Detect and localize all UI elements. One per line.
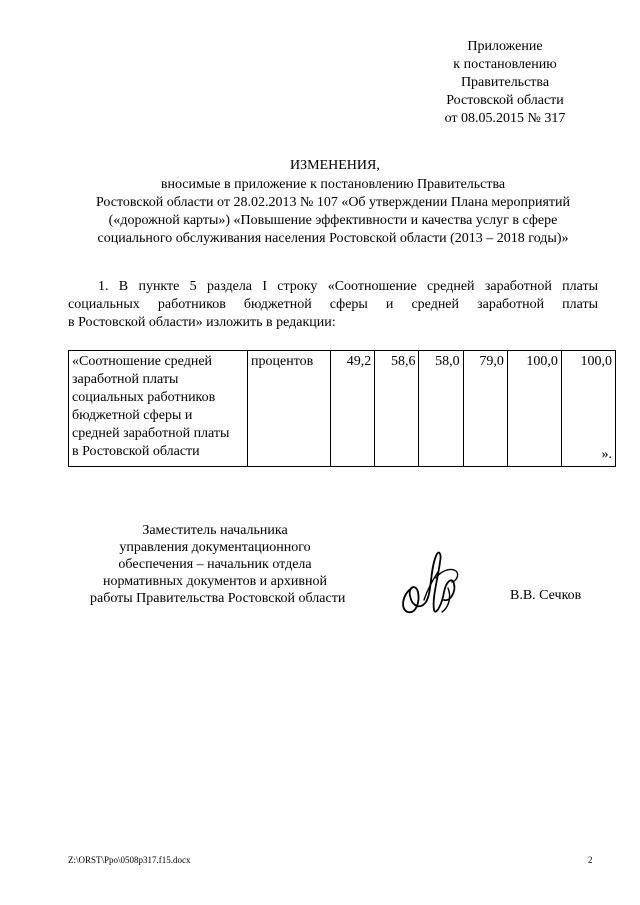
- subtitle-line: («дорожной карты») «Повышение эффективности и качества услуг в сфере: [108, 213, 558, 228]
- signer-name: В.В. Сечков: [510, 588, 582, 603]
- value-cell-2016: 79,0: [463, 351, 507, 467]
- page-number: 2: [588, 855, 593, 865]
- indicator-name-line: бюджетной сферы и: [72, 408, 193, 423]
- position-line: нормативных документов и архивной: [103, 574, 327, 589]
- document-title: ИЗМЕНЕНИЯ,: [290, 158, 380, 173]
- value-cell-2018: [561, 351, 615, 467]
- table-row: [69, 351, 616, 467]
- indicator-name-line: в Ростовской области: [72, 444, 200, 459]
- value-cell-2015: 58,0: [419, 351, 463, 467]
- position-line: управления документационного: [119, 540, 311, 555]
- value-cell-2017: 100,0: [507, 351, 561, 467]
- appendix-line: от 08.05.2015 № 317: [444, 111, 566, 126]
- position-line: работы Правительства Ростовской области: [90, 591, 346, 606]
- paragraph-line: социальных работников бюджетной сферы и средней заработной платы: [68, 297, 598, 312]
- appendix-line: Правительства: [460, 75, 550, 90]
- subtitle-line: социального обслуживания населения Ростовской области (2013 – 2018 годы)»: [97, 231, 569, 246]
- indicator-name-line: заработной платы: [72, 372, 179, 387]
- indicator-name-cell: [69, 351, 248, 467]
- value-2018: 100,0: [580, 354, 612, 369]
- subtitle-line: Ростовской области от 28.02.2013 № 107 «Об утверждении Плана мероприятий: [95, 195, 571, 210]
- indicator-name-line: «Соотношение средней: [72, 354, 213, 369]
- value-cell-2014: 58,6: [375, 351, 419, 467]
- appendix-line: Приложение: [467, 39, 543, 54]
- amendment-paragraph: [68, 278, 598, 332]
- amendment-table: [68, 350, 616, 467]
- indicator-name-line: средней заработной платы: [72, 426, 230, 441]
- position-line: обеспечения – начальник отдела: [118, 557, 312, 572]
- file-path: Z:\ORST\Ppo\0508p317.f15.docx: [68, 855, 191, 865]
- paragraph-line: в Ростовской области» изложить в редакции:: [68, 315, 336, 330]
- handwritten-signature: [398, 548, 468, 620]
- value-cell-2013: 49,2: [331, 351, 375, 467]
- paragraph-line: 1. В пункте 5 раздела I строку «Соотношение средней заработной платы: [98, 279, 598, 294]
- appendix-line: к постановлению: [453, 57, 557, 72]
- appendix-header: [420, 38, 590, 128]
- appendix-line: Ростовской области: [446, 93, 564, 108]
- document-subtitle: [60, 176, 606, 248]
- indicator-name-line: социальных работников: [72, 390, 216, 405]
- signatory-position: [90, 522, 346, 607]
- position-line: Заместитель начальника: [142, 523, 288, 538]
- unit-cell: процентов: [248, 351, 331, 467]
- subtitle-line: вносимые в приложение к постановлению Правительства: [160, 177, 506, 192]
- closing-quote: ».: [601, 447, 612, 462]
